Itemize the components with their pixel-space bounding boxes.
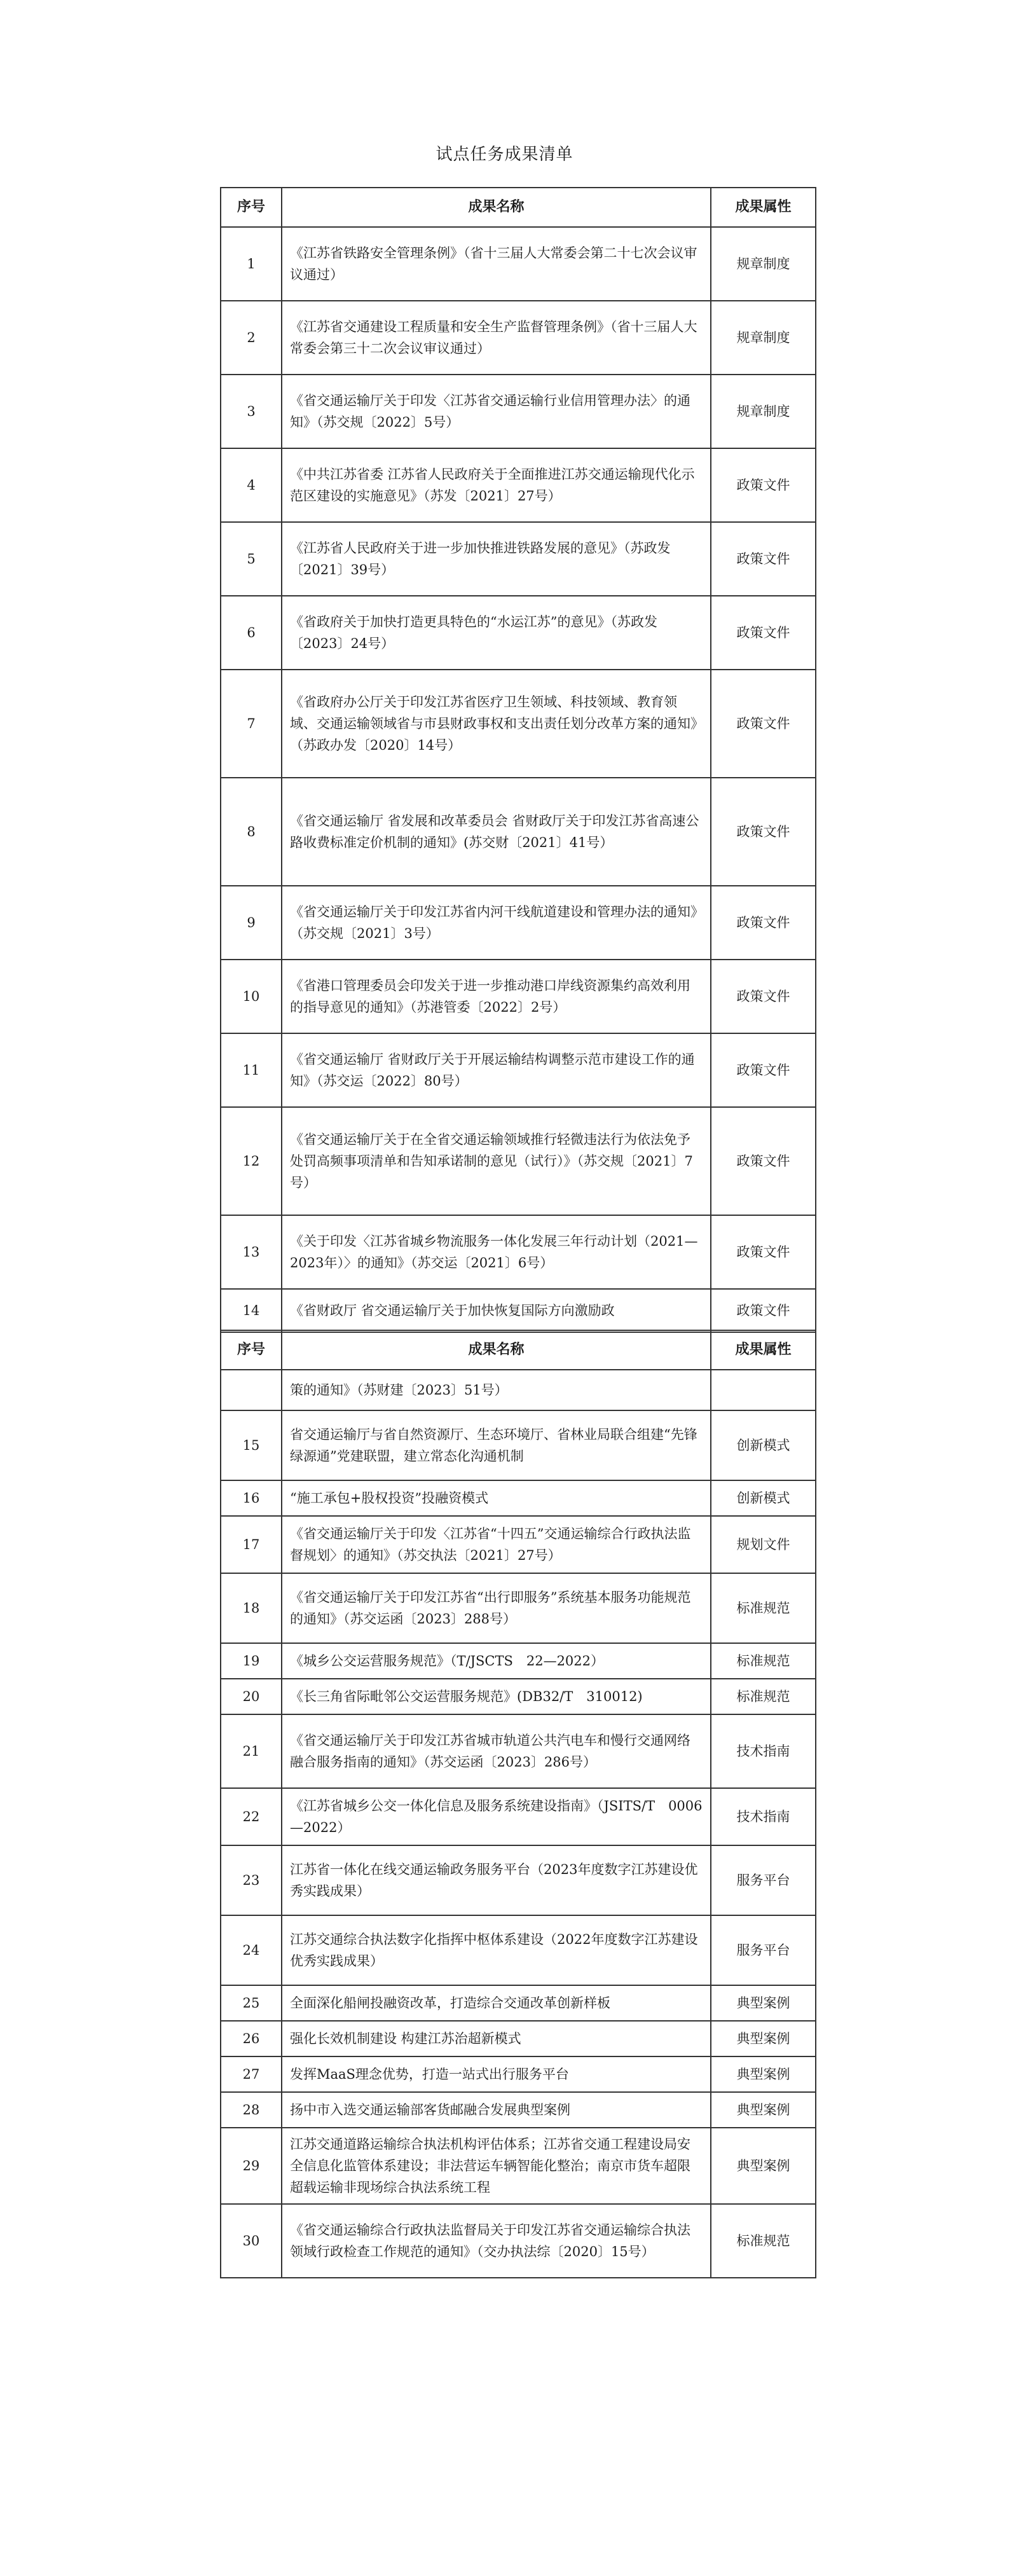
- row-name: 《省交通运输厅 省财政厅关于开展运输结构调整示范市建设工作的通知》（苏交运〔2022〕80号）: [282, 1033, 711, 1107]
- table-row: [221, 375, 816, 448]
- table-row: [221, 1480, 816, 1516]
- row-attribute: 典型案例: [711, 2128, 816, 2204]
- table-row: [221, 1289, 816, 1332]
- row-name: 《省交通运输厅关于印发江苏省城市轨道公共汽电车和慢行交通网络融合服务指南的通知》（苏交运函〔2023〕286号）: [282, 1714, 711, 1788]
- row-number: 15: [221, 1410, 282, 1480]
- row-attribute: [711, 1370, 816, 1410]
- row-number: 2: [221, 301, 282, 375]
- table-row: [221, 1845, 816, 1915]
- row-name: 《省政府关于加快打造更具特色的“水运江苏”的意见》（苏政发〔2023〕24号）: [282, 596, 711, 670]
- row-attribute: 政策文件: [711, 1033, 816, 1107]
- table-row: [221, 1679, 816, 1714]
- row-name: 《关于印发〈江苏省城乡物流服务一体化发展三年行动计划（2021—2023年）〉的通知》（苏交运〔2021〕6号）: [282, 1215, 711, 1289]
- table-row: [221, 2128, 816, 2204]
- row-attribute: 创新模式: [711, 1410, 816, 1480]
- row-number: 5: [221, 522, 282, 596]
- row-name: 《省港口管理委员会印发关于进一步推动港口岸线资源集约高效利用的指导意见的通知》（苏港管委〔2022〕2号）: [282, 960, 711, 1033]
- row-number: 10: [221, 960, 282, 1033]
- row-number: 26: [221, 2021, 282, 2056]
- row-number: 13: [221, 1215, 282, 1289]
- row-attribute: 典型案例: [711, 2092, 816, 2128]
- table-row: [221, 1643, 816, 1679]
- header-name: 成果名称: [282, 1330, 711, 1370]
- table-row: [221, 522, 816, 596]
- row-name: 策的通知》（苏财建〔2023〕51号）: [282, 1370, 711, 1410]
- row-number: 9: [221, 886, 282, 960]
- table-row: [221, 886, 816, 960]
- row-number: 24: [221, 1915, 282, 1985]
- header-attr: 成果属性: [711, 188, 816, 227]
- table-row: [221, 1516, 816, 1573]
- row-name: 江苏交通道路运输综合执法机构评估体系；江苏省交通工程建设局安全信息化监管体系建设；非法营运车辆智能化整治；南京市货车超限超载运输非现场综合执法系统工程: [282, 2128, 711, 2204]
- row-number: 12: [221, 1107, 282, 1215]
- header-no: 序号: [221, 1330, 282, 1370]
- row-name: 《中共江苏省委 江苏省人民政府关于全面推进江苏交通运输现代化示范区建设的实施意见》（苏发〔2021〕27号）: [282, 448, 711, 522]
- table-row: [221, 1714, 816, 1788]
- row-number: 3: [221, 375, 282, 448]
- row-name: 发挥MaaS理念优势，打造一站式出行服务平台: [282, 2056, 711, 2092]
- row-attribute: 服务平台: [711, 1915, 816, 1985]
- row-attribute: 政策文件: [711, 670, 816, 778]
- header-no: 序号: [221, 188, 282, 227]
- row-number: 29: [221, 2128, 282, 2204]
- row-name: 江苏交通综合执法数字化指挥中枢体系建设（2022年度数字江苏建设优秀实践成果）: [282, 1915, 711, 1985]
- row-name: 强化长效机制建设 构建江苏治超新模式: [282, 2021, 711, 2056]
- row-name: 《省交通运输厅关于印发江苏省“出行即服务”系统基本服务功能规范的通知》（苏交运函〔2023〕288号）: [282, 1573, 711, 1643]
- row-attribute: 政策文件: [711, 886, 816, 960]
- row-attribute: 技术指南: [711, 1714, 816, 1788]
- row-name: 《省交通运输厅 省发展和改革委员会 省财政厅关于印发江苏省高速公路收费标准定价机制的通知》(苏交财〔2021〕41号）: [282, 778, 711, 886]
- row-name: 《省交通运输厅关于印发〈江苏省交通运输行业信用管理办法〉的通知》（苏交规〔2022〕5号）: [282, 375, 711, 448]
- row-name: 《城乡公交运营服务规范》（T/JSCTS 22—2022）: [282, 1643, 711, 1679]
- row-number: 30: [221, 2204, 282, 2278]
- table-row: [221, 670, 816, 778]
- row-attribute: 标准规范: [711, 1679, 816, 1714]
- row-number: 7: [221, 670, 282, 778]
- row-name: 《省交通运输综合行政执法监督局关于印发江苏省交通运输综合执法领域行政检查工作规范的通知》（交办执法综〔2020〕15号）: [282, 2204, 711, 2278]
- table-row: [221, 1033, 816, 1107]
- row-number: 19: [221, 1643, 282, 1679]
- row-name: 《江苏省交通建设工程质量和安全生产监督管理条例》（省十三届人大常委会第三十二次会议审议通过）: [282, 301, 711, 375]
- row-number: [221, 1370, 282, 1410]
- row-attribute: 政策文件: [711, 1289, 816, 1332]
- row-number: 22: [221, 1788, 282, 1845]
- row-number: 17: [221, 1516, 282, 1573]
- row-number: 20: [221, 1679, 282, 1714]
- row-number: 1: [221, 227, 282, 301]
- table-row: [221, 1410, 816, 1480]
- row-attribute: 技术指南: [711, 1788, 816, 1845]
- table-row: [221, 448, 816, 522]
- row-attribute: 规章制度: [711, 227, 816, 301]
- row-number: 11: [221, 1033, 282, 1107]
- table-row: [221, 1370, 816, 1410]
- row-name: 《江苏省铁路安全管理条例》（省十三届人大常委会第二十七次会议审议通过）: [282, 227, 711, 301]
- row-number: 6: [221, 596, 282, 670]
- table-row: [221, 2056, 816, 2092]
- row-name: 全面深化船闸投融资改革，打造综合交通改革创新样板: [282, 1985, 711, 2021]
- row-number: 28: [221, 2092, 282, 2128]
- table-row: [221, 2092, 816, 2128]
- table-row: [221, 301, 816, 375]
- row-attribute: 典型案例: [711, 1985, 816, 2021]
- row-attribute: 政策文件: [711, 778, 816, 886]
- row-name: 江苏省一体化在线交通运输政务服务平台（2023年度数字江苏建设优秀实践成果）: [282, 1845, 711, 1915]
- row-name: 省交通运输厅与省自然资源厅、生态环境厅、省林业局联合组建“先锋绿源通”党建联盟，建立常态化沟通机制: [282, 1410, 711, 1480]
- row-name: 《省交通运输厅关于在全省交通运输领域推行轻微违法行为依法免予处罚高频事项清单和告知承诺制的意见（试行）》（苏交规〔2021〕7号）: [282, 1107, 711, 1215]
- table-row: [221, 2021, 816, 2056]
- header-attr: 成果属性: [711, 1330, 816, 1370]
- row-attribute: 规划文件: [711, 1516, 816, 1573]
- row-attribute: 政策文件: [711, 522, 816, 596]
- table-row: [221, 960, 816, 1033]
- row-attribute: 政策文件: [711, 448, 816, 522]
- row-number: 18: [221, 1573, 282, 1643]
- row-name: 《省政府办公厅关于印发江苏省医疗卫生领域、科技领域、教育领域、交通运输领域省与市县财政事权和支出责任划分改革方案的通知》（苏政办发〔2020〕14号）: [282, 670, 711, 778]
- row-name: “施工承包+股权投资”投融资模式: [282, 1480, 711, 1516]
- table-row: [221, 778, 816, 886]
- table-row: [221, 596, 816, 670]
- table-row: [221, 1985, 816, 2021]
- row-name: 《江苏省人民政府关于进一步加快推进铁路发展的意见》（苏政发〔2021〕39号）: [282, 522, 711, 596]
- table-row: [221, 1107, 816, 1215]
- table-row: [221, 227, 816, 301]
- row-number: 16: [221, 1480, 282, 1516]
- results-table-part-2: [220, 1330, 816, 2278]
- table-header-row: [221, 1330, 816, 1370]
- table-row: [221, 2204, 816, 2278]
- table-header-row: [221, 188, 816, 227]
- row-name: 扬中市入选交通运输部客货邮融合发展典型案例: [282, 2092, 711, 2128]
- header-name: 成果名称: [282, 188, 711, 227]
- row-attribute: 政策文件: [711, 1107, 816, 1215]
- table-row: [221, 1788, 816, 1845]
- row-attribute: 政策文件: [711, 596, 816, 670]
- row-attribute: 创新模式: [711, 1480, 816, 1516]
- row-attribute: 典型案例: [711, 2021, 816, 2056]
- row-attribute: 标准规范: [711, 2204, 816, 2278]
- row-name: 《长三角省际毗邻公交运营服务规范》(DB32/T 310012): [282, 1679, 711, 1714]
- row-attribute: 政策文件: [711, 960, 816, 1033]
- row-name: 《省交通运输厅关于印发〈江苏省“十四五”交通运输综合行政执法监督规划〉的通知》（苏交执法〔2021〕27号）: [282, 1516, 711, 1573]
- row-attribute: 典型案例: [711, 2056, 816, 2092]
- row-number: 23: [221, 1845, 282, 1915]
- table-row: [221, 1215, 816, 1289]
- table-row: [221, 1915, 816, 1985]
- row-name: 《省交通运输厅关于印发江苏省内河干线航道建设和管理办法的通知》（苏交规〔2021〕3号）: [282, 886, 711, 960]
- row-attribute: 政策文件: [711, 1215, 816, 1289]
- results-table-part-1: [220, 187, 816, 1333]
- row-number: 27: [221, 2056, 282, 2092]
- row-attribute: 规章制度: [711, 375, 816, 448]
- table-row: [221, 1573, 816, 1643]
- row-number: 21: [221, 1714, 282, 1788]
- page-title: 试点任务成果清单: [436, 145, 573, 164]
- row-number: 25: [221, 1985, 282, 2021]
- row-name: 《江苏省城乡公交一体化信息及服务系统建设指南》（JSITS/T 0006—2022）: [282, 1788, 711, 1845]
- row-name: 《省财政厅 省交通运输厅关于加快恢复国际方向激励政: [282, 1289, 711, 1332]
- row-attribute: 标准规范: [711, 1573, 816, 1643]
- row-attribute: 标准规范: [711, 1643, 816, 1679]
- row-number: 4: [221, 448, 282, 522]
- row-attribute: 规章制度: [711, 301, 816, 375]
- row-attribute: 服务平台: [711, 1845, 816, 1915]
- row-number: 8: [221, 778, 282, 886]
- row-number: 14: [221, 1289, 282, 1332]
